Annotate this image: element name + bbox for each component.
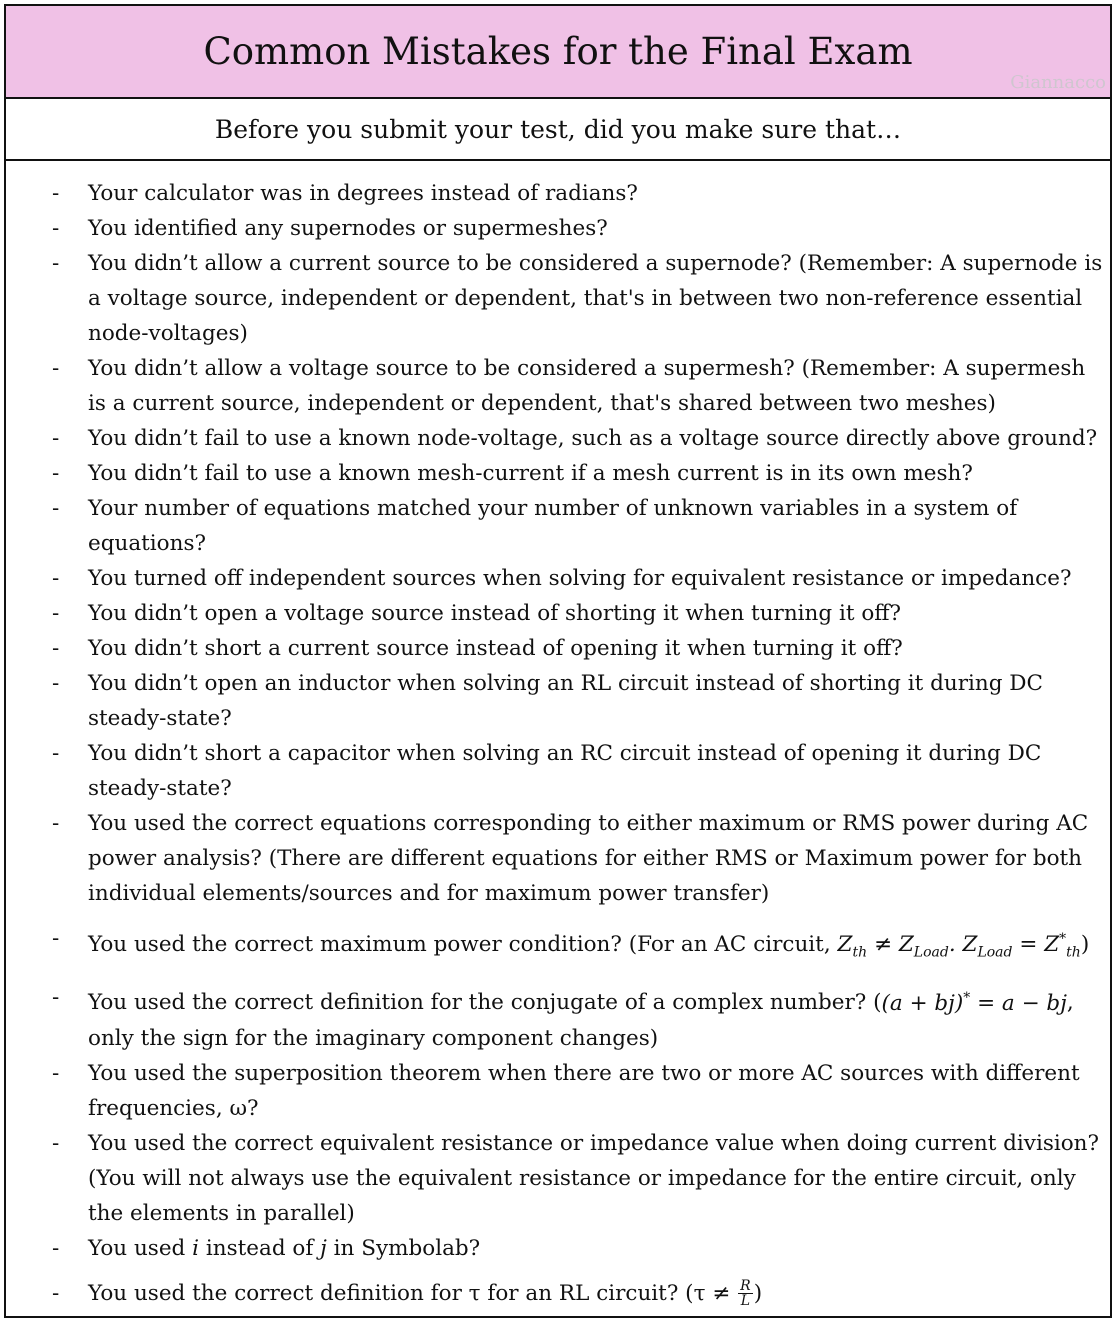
bullet-dash: - xyxy=(52,1235,60,1261)
subtitle: Before you submit your test, did you make sure that… xyxy=(214,114,902,144)
bullet-dash: - xyxy=(52,811,60,836)
bullet-dash: - xyxy=(52,985,60,1011)
bullet-dash: - xyxy=(52,741,60,766)
list-item: - You didn’t open a voltage source instead of shorting it when turning it off? xyxy=(6,596,1110,631)
list-item-conjugate: - You used the correct definition for the conjugate of a complex number? ((a + bj)* = a − bj, only the sign for the imaginary component changes) xyxy=(6,980,1110,1055)
page-title: Common Mistakes for the Final Exam xyxy=(203,30,913,73)
list-item: - You didn’t open an inductor when solving an RL circuit instead of shorting it during DC steady-state? xyxy=(6,666,1110,736)
list-item: - You didn’t short a capacitor when solving an RC circuit instead of opening it during DC steady-state? xyxy=(6,736,1110,806)
list-item: - You didn’t fail to use a known mesh-current if a mesh current is in its own mesh? xyxy=(6,456,1110,491)
list-item: - You didn’t allow a voltage source to be considered a supermesh? (Remember: A supermesh is a current source, independent or dependent, that's shared between two meshes) xyxy=(6,351,1110,421)
bullet-dash: - xyxy=(52,1130,60,1156)
list-item: - You identified any supernodes or supermeshes? xyxy=(6,211,1110,246)
bullet-dash: - xyxy=(52,601,60,626)
list-item: - Your number of equations matched your number of unknown variables in a system of equations? xyxy=(6,491,1110,561)
list-item-max-power: - You used the correct maximum power condition? (For an AC circuit, $Z_{th} \ne Z_{Load}$. $Z_{Load} = Z^*_{th}$) xyxy=(6,911,1110,980)
list-item: - You used the correct equations corresponding to either maximum or RMS power during AC power analysis? (There are different equations for either RMS or Maximum power for both individual elements/sources and for maximum power transfer) xyxy=(6,806,1110,911)
subtitle-band xyxy=(6,99,1110,161)
bullet-dash: - xyxy=(52,181,60,206)
title-band xyxy=(6,6,1110,99)
bullet-dash: - xyxy=(52,251,60,276)
bullet-dash: - xyxy=(52,426,60,451)
list-item: - You used the correct equivalent resistance or impedance value when doing current division? (You will not always use the equivalent resistance or impedance for the entire circuit, only the elements in parallel) xyxy=(6,1126,1110,1231)
author-watermark: Giannacco xyxy=(1010,72,1106,93)
bullet-dash: - xyxy=(52,461,60,486)
bullet-dash: - xyxy=(52,636,60,661)
max-power-equation: $Z_{th} \ne Z_{Load}$. $Z_{Load} = Z^*_{th}$ xyxy=(837,931,1081,961)
conjugate-equation: (a + bj)* = a − bj xyxy=(881,989,1067,1016)
bullet-dash: - xyxy=(52,216,60,241)
list-item: - You didn’t allow a current source to be considered a supernode? (Remember: A supernode is a voltage source, independent or dependent, that's in between two non-reference essential node-voltages) xyxy=(6,246,1110,351)
bullet-dash: - xyxy=(52,926,60,951)
list-item: - You used the superposition theorem when there are two or more AC sources with different frequencies, ω? xyxy=(6,1056,1110,1126)
bullet-dash: - xyxy=(52,671,60,696)
list-item-symbolab: - You used i instead of j in Symbolab? xyxy=(6,1231,1110,1266)
list-item: - Your calculator was in degrees instead of radians? xyxy=(6,176,1110,211)
cheat-sheet xyxy=(4,4,1112,1318)
bullet-dash: - xyxy=(52,496,60,521)
list-item: - You turned off independent sources when solving for equivalent resistance or impedance? xyxy=(6,561,1110,596)
mistakes-list xyxy=(6,176,1110,1322)
r-over-l-fraction: $\frac{R}{L}$ xyxy=(740,1278,751,1310)
list-item-tau: - You used the correct definition for τ for an RL circuit? (τ ≠ $\frac{R}{L}$ ) xyxy=(6,1266,1110,1322)
bullet-dash: - xyxy=(52,566,60,591)
bullet-dash: - xyxy=(52,356,60,381)
list-item: - You didn’t fail to use a known node-voltage, such as a voltage source directly above ground? xyxy=(6,421,1110,456)
list-item: - You didn’t short a current source instead of opening it when turning it off? xyxy=(6,631,1110,666)
bullet-dash: - xyxy=(52,1280,60,1306)
bullet-dash: - xyxy=(52,1060,60,1086)
